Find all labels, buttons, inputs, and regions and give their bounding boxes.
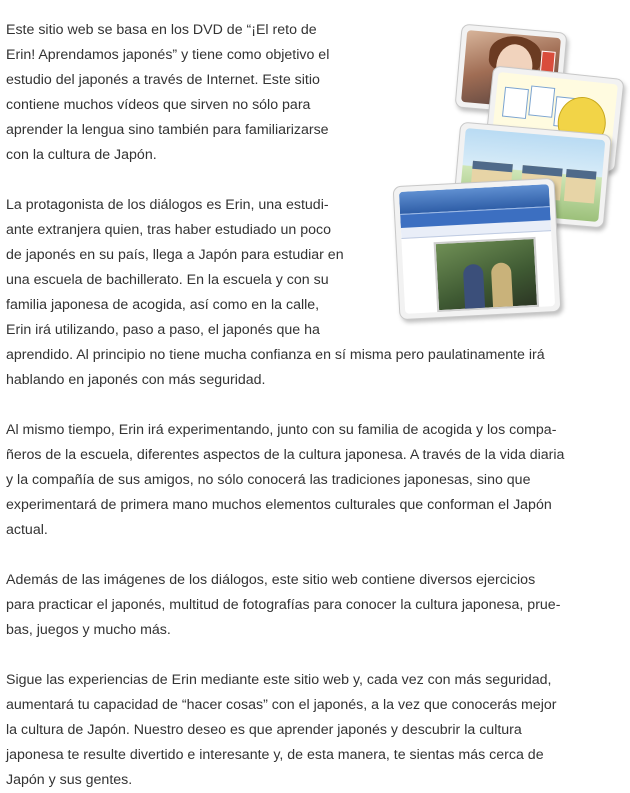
paragraph-gap: [6, 543, 618, 568]
person-figure-shape: [491, 262, 513, 307]
text-line: una escuela de bachillerato. En la escuela y con su: [6, 272, 329, 288]
person-figure-shape: [463, 264, 485, 309]
character-card-shape: [528, 85, 555, 117]
text-line: Erin irá utilizando, paso a paso, el japonés que ha: [6, 322, 320, 338]
text-line: Sigue las experiencias de Erin mediante este sitio web y, cada vez con más seguridad,: [6, 672, 552, 688]
text-line: con la cultura de Japón.: [6, 147, 157, 163]
text-line: La protagonista de los diálogos es Erin, una estudi-: [6, 197, 329, 213]
paragraph-exercises: [6, 568, 618, 643]
preview-card-website-screen: [393, 178, 562, 320]
text-line: Erin! Aprendamos japonés” y tiene como objetivo el: [6, 47, 330, 63]
text-line: Este sitio web se basa en los DVD de “¡El reto de: [6, 22, 317, 38]
text-line: hablando en japonés con más seguridad.: [6, 372, 266, 388]
text-line: para practicar el japonés, multitud de fotografías para conocer la cultura japonesa, prue-: [6, 597, 561, 613]
text-line: la cultura de Japón. Nuestro deseo es que aprender japonés y descubrir la cultura: [6, 722, 522, 738]
text-line: contiene muchos vídeos que sirven no sólo para: [6, 97, 311, 113]
text-line: aprender la lengua sino también para familiarizarse: [6, 122, 329, 138]
character-card-shape: [502, 87, 529, 119]
text-line: aprendido. Al principio no tiene mucha confianza en sí misma pero paulatinamente irá: [6, 347, 545, 363]
text-line: familia japonesa de acogida, así como en la calle,: [6, 297, 320, 313]
text-line: japonesa te resulte divertido e interesante y, de esta manera, te sientas más cerca de: [6, 747, 544, 763]
text-line: Japón y sus gentes.: [6, 772, 133, 788]
text-line: Al mismo tiempo, Erin irá experimentando, junto con su familia de acogida y los compa-: [6, 422, 557, 438]
paragraph-culture: [6, 418, 618, 543]
text-line: y la compañía de sus amigos, no sólo conocerá las tradiciones japonesas, sino que: [6, 472, 531, 488]
text-line: de japonés en su país, llega a Japón para estudiar en: [6, 247, 344, 263]
text-line: ante extranjera quien, tras haber estudiado un poco: [6, 222, 331, 238]
site-preview-collage: [392, 24, 630, 324]
text-line: aumentará tu capacidad de “hacer cosas” con el japonés, a la vez que conocerás mejor: [6, 697, 557, 713]
video-frame: [434, 237, 540, 312]
paragraph-gap: [6, 393, 618, 418]
text-line: experimentará de primera mano muchos elementos culturales que conforman el Japón: [6, 497, 552, 513]
text-line: Además de las imágenes de los diálogos, este sitio web contiene diversos ejercicios: [6, 572, 536, 588]
text-line: ñeros de la escuela, diferentes aspectos de la cultura japonesa. A través de la vida diaria: [6, 447, 565, 463]
text-line: bas, juegos y mucho más.: [6, 622, 171, 638]
paragraph-closing: [6, 668, 618, 793]
house-shape: [564, 169, 597, 203]
paragraph-gap: [6, 643, 618, 668]
text-line: estudio del japonés a través de Internet. Este sitio: [6, 72, 320, 88]
website-screen-image: [399, 184, 555, 314]
text-line: actual.: [6, 522, 48, 538]
